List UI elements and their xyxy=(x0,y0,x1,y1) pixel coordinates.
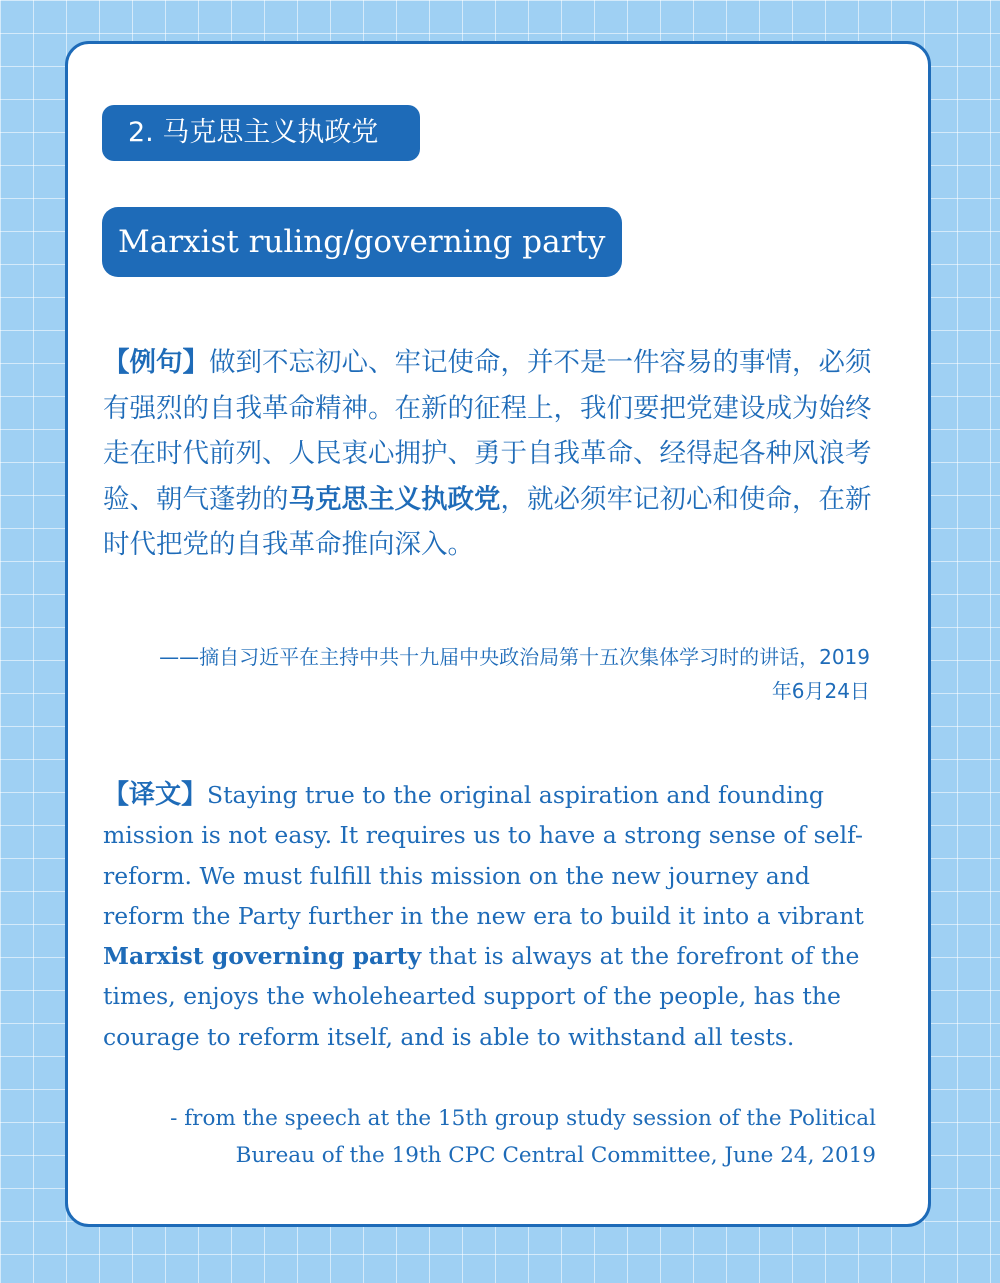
english-term-title: Marxist ruling/governing party xyxy=(102,207,622,277)
example-highlight-term: 马克思主义执政党 xyxy=(288,483,501,515)
translation-text-before: Staying true to the original aspiration and founding mission is not easy. It requires us to have a strong sense of self-reform. We must fulfill this mission on the new journey and reform the Party further in the new era to build it into a vibrant xyxy=(103,781,864,930)
chinese-source-citation: ——摘自习近平在主持中共十九届中央政治局第十五次集体学习时的讲话，2019年6月24日 xyxy=(159,645,870,703)
example-text-before: 做到不忘初心、牢记使命，并不是一件容易的事情，必须有强烈的自我革命精神。在新的征程上，我们要把党建设成为始终走在时代前列、人民衷心拥护、勇于自我革命、经得起各种风浪考验、朝气蓬勃的 xyxy=(103,347,872,515)
chinese-example-paragraph xyxy=(103,340,873,568)
translation-text-after: that is always at the forefront of the times, enjoys the wholehearted support of the people, has the courage to reform itself, and is able to withstand all tests. xyxy=(103,942,860,1051)
example-label: 【例句】 xyxy=(103,347,209,378)
english-translation-paragraph xyxy=(103,775,873,1057)
example-text-after: ，就必须牢记初心和使命，在新时代把党的自我革命推向深入。 xyxy=(103,483,872,560)
translation-label: 【译文】 xyxy=(103,780,208,810)
section-number-title: 2. 马克思主义执政党 xyxy=(102,105,420,161)
translation-highlight-term: Marxist governing party xyxy=(103,942,422,971)
english-source-citation: - from the speech at the 15th group study session of the Political Bureau of the 19th CPC Central Committee, June 24, 2019 xyxy=(170,1106,876,1168)
